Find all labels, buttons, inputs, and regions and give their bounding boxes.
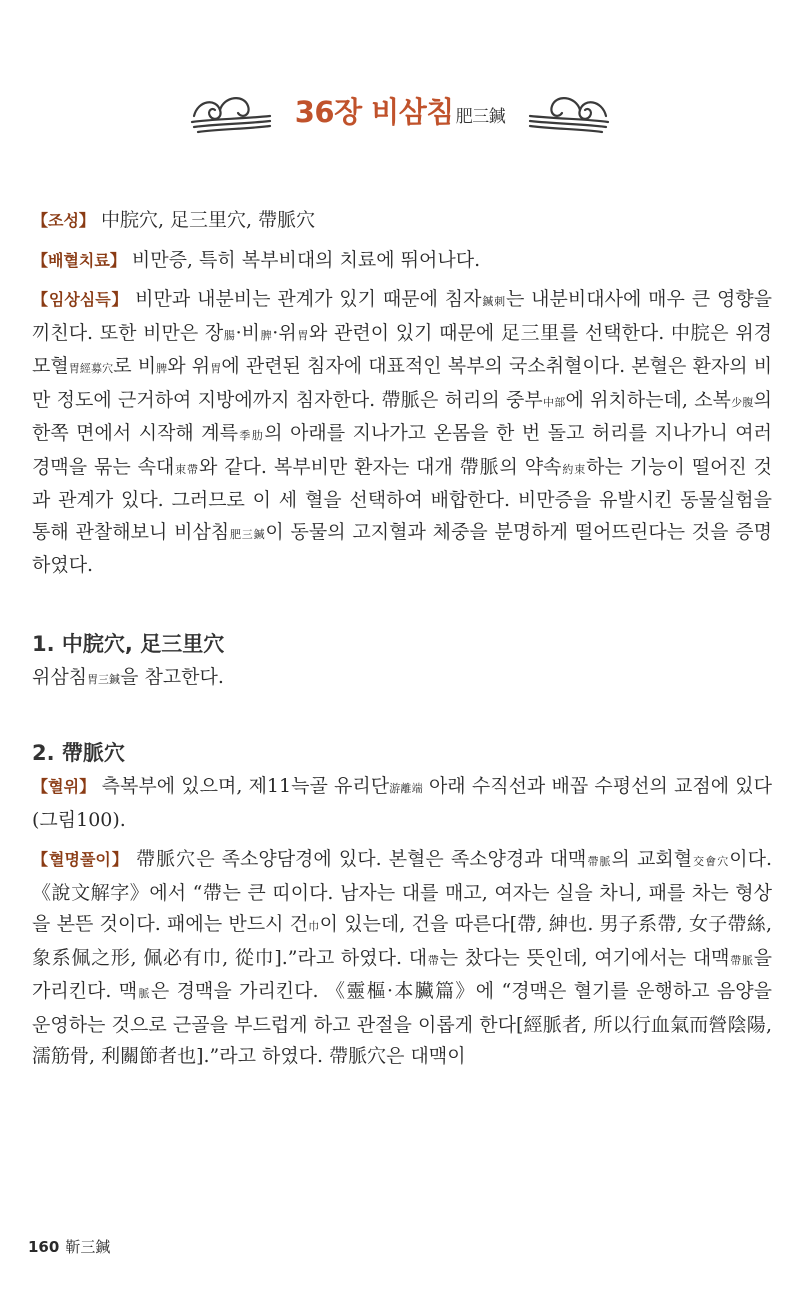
page-footer [28,1236,110,1257]
explanation-text: 의 교회혈 [611,848,693,870]
composition-paragraph [32,205,772,237]
hanja-gloss: 胃經募穴 [68,362,114,375]
hanja-gloss: 帶 [427,953,440,967]
clinical-tag: 【임상심득】 [32,290,129,309]
hanja-gloss: 季肋 [237,429,265,442]
hanja-gloss: 胃三鍼 [87,672,121,686]
hanja-gloss: 胃 [296,328,309,342]
location-tag: 【혈위】 [32,777,96,796]
clinical-text: 와 위 [167,355,211,377]
hanja-gloss: 巾 [308,920,320,933]
clinical-text: 와 관련이 있기 때문에 足三里를 선택한다. 中脘은 위경모혈 [32,321,773,377]
location-text: 측복부에 있으며, 제11늑골 유리단 [101,775,390,797]
hanja-gloss: 少腹 [730,395,754,409]
clinical-text: 는 내분비대사에 매우 큰 영향을 끼친다. 또한 비만은 장 [32,288,773,344]
explanation-text: 이 있는데, 건을 따른다[帶, 紳也. 男子系帶, 女子帶絲, 象系佩之形, 佩必有巾, 從巾].”라고 하였다. 대 [32,913,772,969]
clinical-text: 로 비 [113,355,157,377]
book-title: 靳三鍼 [65,1238,111,1256]
chapter-header [190,86,610,140]
hanja-gloss: 脾 [259,328,273,342]
clinical-text: 의 한쪽 면에서 시작해 계륵 [32,388,773,444]
composition-text: 中脘穴, 足三里穴, 帶脈穴 [100,209,316,231]
hanja-gloss: 帶脈 [729,953,754,967]
hanja-gloss: 腸 [223,328,236,342]
clinical-paragraph [32,284,772,582]
clinical-text: 에 관련된 침자에 대표적인 복부의 국소취혈이다. 본혈은 환자의 비만 정도에 근거하여 지방에까지 침자한다. 帶脈은 허리의 중부 [32,355,773,411]
hanja-gloss: 游離端 [389,782,423,795]
treatment-tag: 【배혈치료】 [32,250,126,270]
hanja-gloss: 胃 [210,362,222,375]
explanation-text: 帶脈穴은 족소양담경에 있다. 본혈은 족소양경과 대맥 [136,848,587,870]
cloud-wave-ornament-icon [528,86,610,136]
hanja-gloss: 脈 [137,987,151,1000]
explanation-text: 은 경맥을 가리킨다. 《靈樞·本臟篇》에 “경맥은 혈기를 운행하고 음양을 운영하는 것으로 근골을 부드럽게 하고 관절을 이롭게 한다[經脈者, 所以行血氣而營陰陽, 濡筋骨, 利關節者也].”라고 하였다. 帶脈穴은 대맥이 [32,980,772,1067]
hanja-gloss: 帶脈 [586,855,612,868]
hanja-gloss: 鍼刺 [481,295,506,308]
composition-tag: 【조성】 [32,211,95,230]
section-1-text: 을 참고한다. [120,665,224,688]
location-paragraph [32,771,772,836]
section-1-heading: 1. 中脘穴, 足三里穴 [32,631,225,656]
clinical-text: 와 같다. 복부비만 환자는 대개 帶脈의 약속 [198,455,562,478]
page-body [32,205,772,1073]
explanation-text: 이다. 《說文解字》에서 “帶는 큰 띠이다. 남자는 대를 매고, 여자는 실을 차니, 패를 차는 형상을 본뜬 것이다. 패에는 반드시 건 [32,848,772,935]
explanation-paragraph [32,844,772,1073]
hanja-gloss: 肥三鍼 [229,527,266,541]
hanja-gloss: 脾 [156,362,168,375]
hanja-gloss: 交會穴 [692,855,730,868]
chapter-title-hanja: 肥三鍼 [455,107,506,127]
section-1-text: 위삼침 [32,665,88,688]
clinical-text: 비만과 내분비는 관계가 있기 때문에 침자 [135,288,482,310]
page-number: 160 [28,1238,60,1256]
clinical-text: ·비 [235,321,260,344]
chapter-title [270,90,530,131]
clinical-text: 의 아래를 지나가고 온몸을 한 번 돌고 허리를 지나가니 여러 경맥을 묶는 속대 [32,422,772,478]
clinical-text: 이 동물의 고지혈과 체중을 분명하게 떨어뜨린다는 것을 증명하였다. [32,520,772,576]
clinical-text: ·위 [272,321,297,344]
section-1-paragraph [32,662,772,696]
explanation-tag: 【혈명풀이】 [32,850,129,869]
treatment-text: 비만증, 특히 복부비대의 치료에 뛰어나다. [131,248,481,271]
section-2-heading: 2. 帶脈穴 [32,741,125,765]
hanja-gloss: 束帶 [174,462,199,476]
clinical-text: 하는 기능이 떨어진 것과 관계가 있다. 그러므로 이 세 혈을 선택하여 배합한다. 비만증을 유발시킨 동물실험을 통해 관찰해보니 비삼침 [32,455,773,543]
location-text: 아래 수직선과 배꼽 수평선의 교점에 있다(그림100). [32,775,772,831]
cloud-wave-ornament-icon [190,86,272,136]
explanation-text: 을 가리킨다. 맥 [32,946,773,1002]
clinical-text: 에 위치하는데, 소복 [565,388,731,411]
hanja-gloss: 約束 [561,462,587,476]
chapter-title-text: 36장 비삼침 [294,95,454,129]
hanja-gloss: 中部 [542,395,566,409]
explanation-text: 는 찼다는 뜻인데, 여기에서는 대맥 [439,946,730,969]
treatment-paragraph [32,245,772,277]
